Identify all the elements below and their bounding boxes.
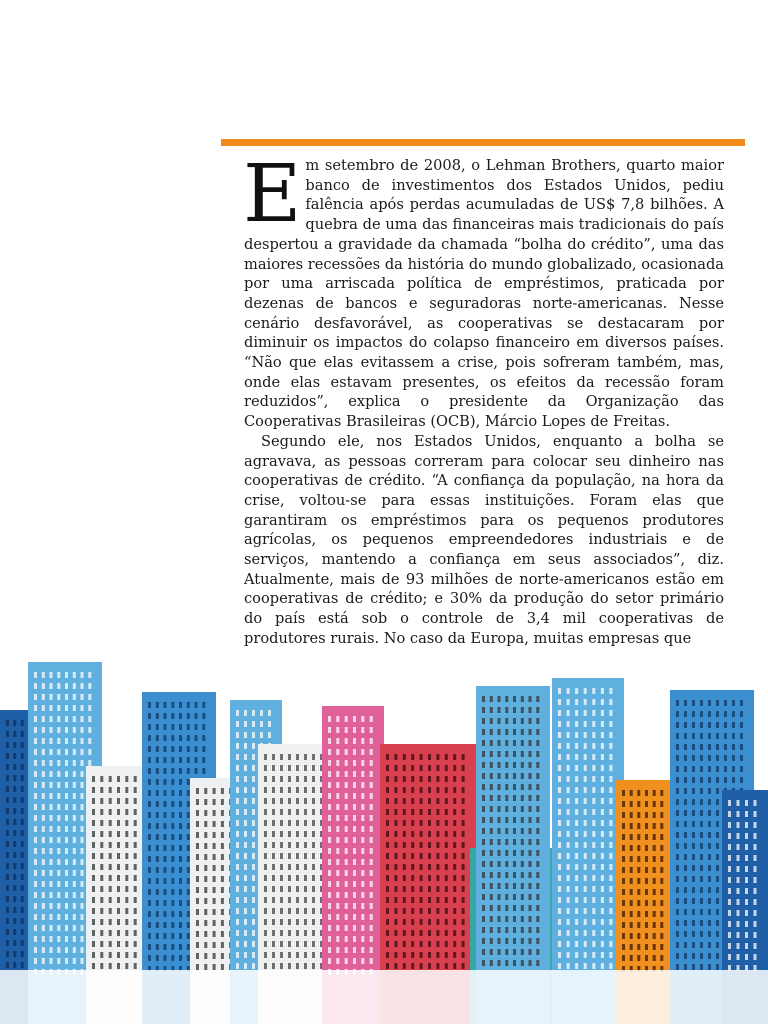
paragraph-2: Segundo ele, nos Estados Unidos, enquanto a bolha se agravava, as pessoas correram para colocar seu dinheiro nas cooperativas de crédito. “A confiança da população, na hora da crise, voltou-se para essas instituições. Foram elas que garantiram os empréstimos para os pequenos produtores agrícolas, os pequenos empreendedores industriais e de serviços, mantendo a confiança em seus associados”, diz. Atualmente, mais de 93 milhões de norte-americanos estão em cooperativas de crédito; e 30% da produção do setor primário do país está sob o controle de 3,4 mil cooperativas de produtores rurais. No caso da Europa, muitas empresas que bbox=[244, 432, 724, 647]
drop-cap: E bbox=[243, 147, 302, 240]
accent-rule bbox=[221, 139, 745, 146]
city-skyline-illustration bbox=[0, 640, 768, 1024]
article-body bbox=[243, 147, 724, 649]
paragraph-1 bbox=[243, 147, 724, 432]
paragraph-1-text: m setembro de 2008, o Lehman Brothers, quarto maior banco de investimentos dos Estados Unidos, pediu falência após perdas acumuladas de US$ 7,8 bilhões. A quebra de uma das financeiras mais tradicionais do país despertou a gravidade da chamada “bolha do crédito”, uma das maiores recessões da história do mundo globalizado, ocasionada por uma arriscada política de empréstimos, praticada por dezenas de bancos e seguradoras norte-americanas. Nesse cenário desfavorável, as cooperativas se destacaram por diminuir os impactos do colapso financeiro em diversos países. “Não que elas evitassem a crise, pois sofreram também, mas, onde elas estavam presentes, os efeitos da recessão foram reduzidos”, explica o presidente da Organização das Cooperativas Brasileiras (OCB), Márcio Lopes de Freitas. bbox=[244, 157, 724, 431]
